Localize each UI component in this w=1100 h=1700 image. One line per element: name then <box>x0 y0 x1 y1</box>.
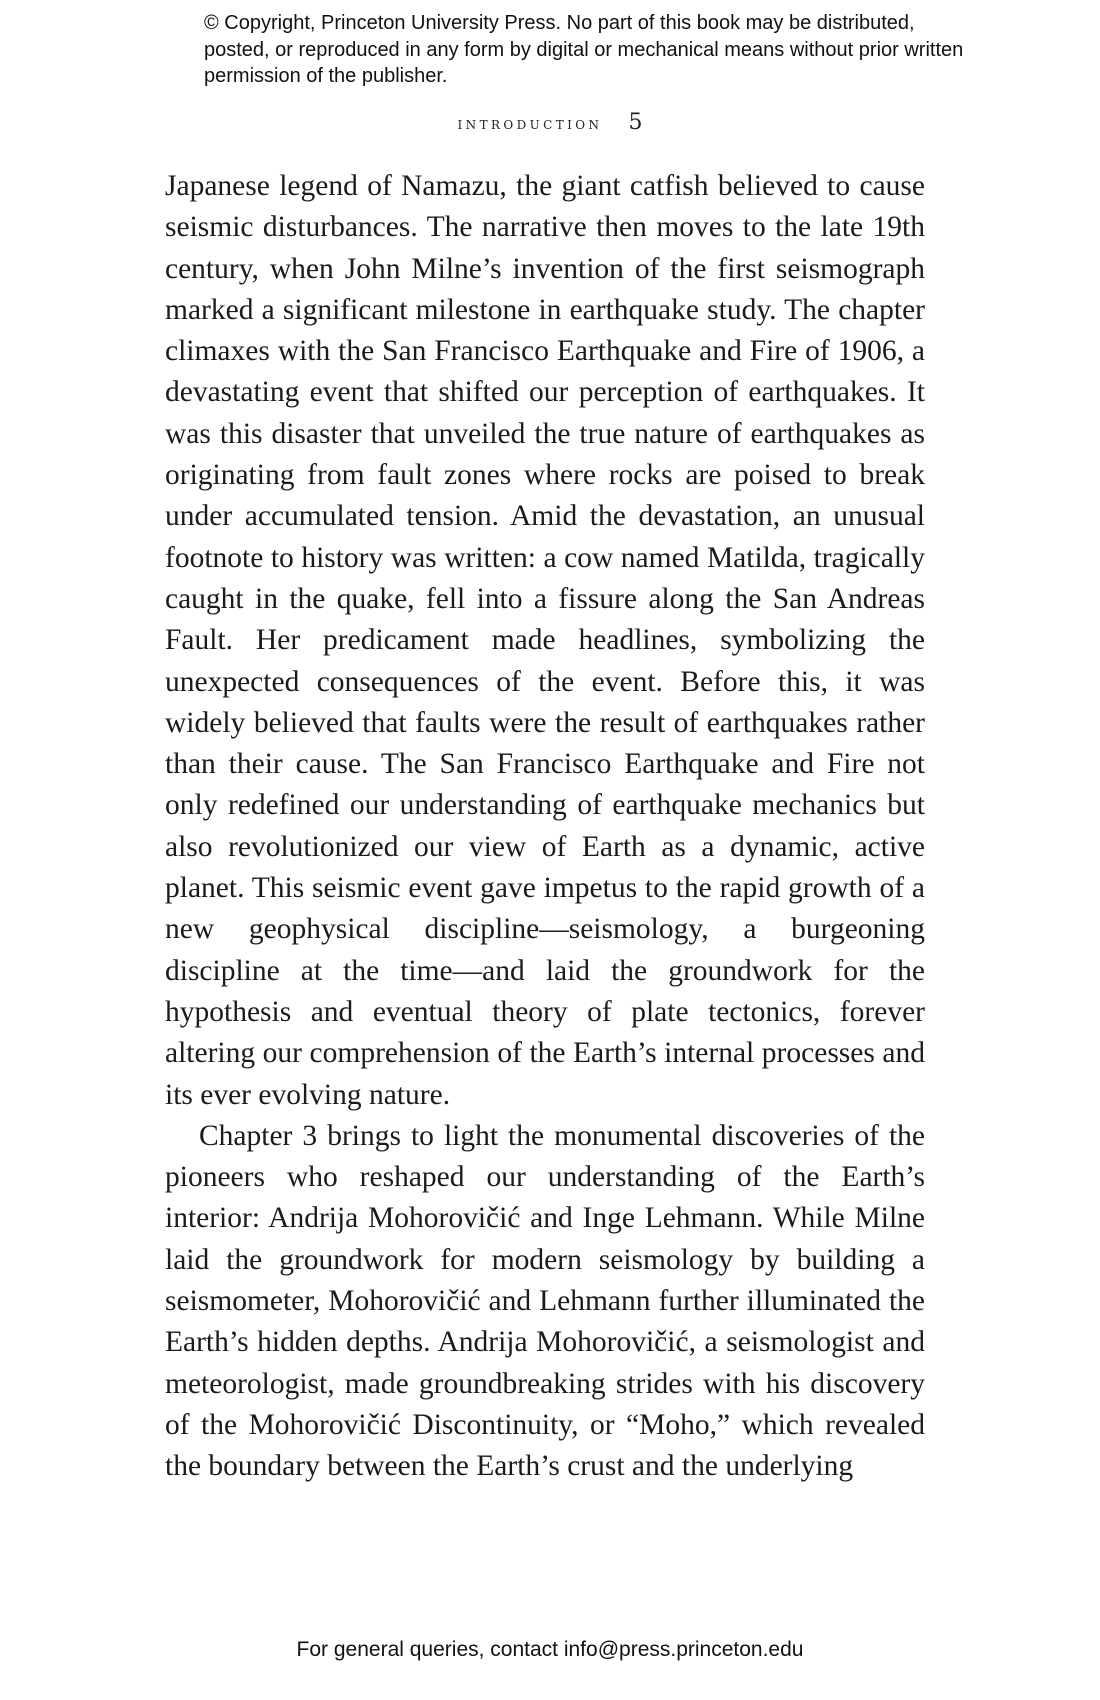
paragraph: Chapter 3 brings to light the monumental discoveries of the pioneers who reshaped our understanding of the Earth’s interior: Andrija Mohorovičić and Inge Lehmann. While Milne laid the groundwork for modern seismology by building a seismometer, Mohorovičić and Lehmann further illuminated the Earth’s hidden depths. Andrija Mohorovičić, a seismologist and meteorologist, made groundbreaking strides with his discovery of the Mohorovičić Discontinuity, or “Moho,” which revealed the boundary between the Earth’s crust and the underlying <box>165 1119 925 1483</box>
page-number: 5 <box>628 110 643 135</box>
body-text <box>165 166 925 1488</box>
chapter-title: introduction <box>457 114 603 134</box>
paragraph: Japanese legend of Namazu, the giant catfish believed to cause seismic disturbances. The narrative then moves to the late 19th century, when John Milne’s invention of the first seismograph marked a significant milestone in earthquake study. The chapter climaxes with the San Francisco Earthquake and Fire of 1906, a devastating event that shifted our perception of earthquakes. It was this disaster that unveiled the true nature of earthquakes as originating from fault zones where rocks are poised to break under accumulated tension. Amid the devastation, an unusual footnote to history was written: a cow named Matilda, tragically caught in the quake, fell into a fissure along the San Andreas Fault. Her predicament made headlines, symbolizing the unexpected consequences of the event. Before this, it was widely believed that faults were the result of earthquakes rather than their cause. The San Francisco Earthquake and Fire not only redefined our understanding of earthquake mechanics but also revolutionized our view of Earth as a dynamic, active planet. This seismic event gave impetus to the rapid growth of a new geophysical discipline—seismology, a burgeoning discipline at the time—and laid the groundwork for the hypothesis and eventual theory of plate tectonics, forever altering our comprehension of the Earth’s internal processes and its ever evolving nature. <box>165 170 925 1111</box>
running-head <box>0 110 1100 135</box>
footer-contact: For general queries, contact info@press.princeton.edu <box>296 1638 804 1661</box>
copyright-notice: © Copyright, Princeton University Press. No part of this book may be distributed, posted, or reproduced in any form by digital or mechanical means without prior written permission of the publisher. <box>204 12 964 87</box>
